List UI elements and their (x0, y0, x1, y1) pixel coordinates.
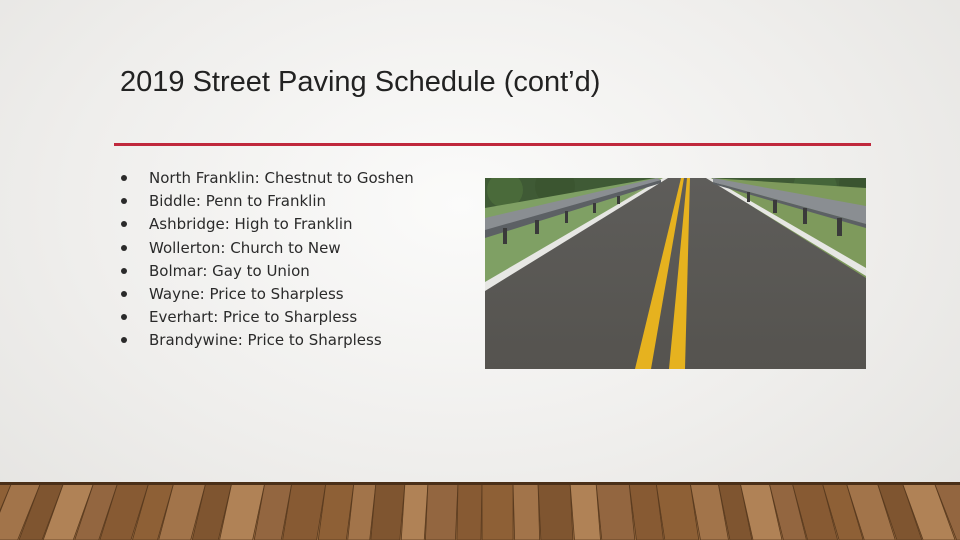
wood-floor-decoration (0, 482, 960, 540)
list-item-text: Everhart: Price to Sharpless (149, 308, 358, 327)
list-item (118, 261, 414, 284)
bullet-icon (121, 337, 127, 343)
title-divider (114, 143, 871, 146)
list-item (118, 307, 414, 330)
bullet-icon (121, 314, 127, 320)
list-item-text: Ashbridge: High to Franklin (149, 215, 353, 234)
list-item-text: Biddle: Penn to Franklin (149, 192, 326, 211)
list-item (118, 330, 414, 353)
list-item (118, 214, 414, 237)
paving-list (118, 168, 414, 354)
bullet-icon (121, 291, 127, 297)
bullet-icon (121, 198, 127, 204)
bullet-icon (121, 245, 127, 251)
list-item (118, 191, 414, 214)
list-item (118, 168, 414, 191)
slide-title: 2019 Street Paving Schedule (cont’d) (120, 66, 601, 98)
list-item-text: Wollerton: Church to New (149, 238, 341, 257)
bullet-icon (121, 175, 127, 181)
list-item-text: North Franklin: Chestnut to Goshen (149, 169, 414, 187)
list-item-text: Wayne: Price to Sharpless (149, 284, 344, 303)
bullet-icon (121, 268, 127, 274)
list-item (118, 284, 414, 307)
road-photo (485, 178, 866, 369)
list-item (118, 238, 414, 261)
bullet-icon (121, 221, 127, 227)
list-item-text: Bolmar: Gay to Union (149, 261, 310, 280)
list-item-text: Brandywine: Price to Sharpless (149, 331, 382, 350)
